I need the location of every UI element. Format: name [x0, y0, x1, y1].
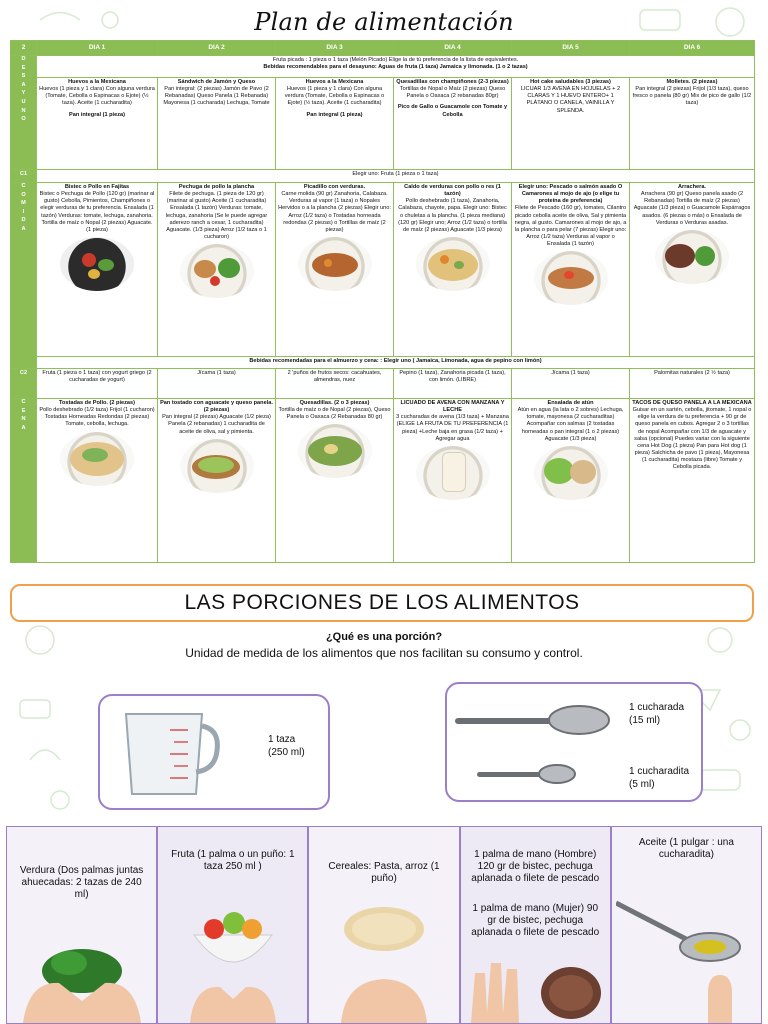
meal-cell: [37, 183, 158, 357]
measuring-cup-icon: [116, 708, 226, 800]
meal-body: LICUAR 1/3 AVENA EN HOJUELAS + 2 CLARAS Y 1 HUEVO ENTERO+ 1 PLÁTANO O CANELA, VAINILLA Y SPLENDA.: [520, 86, 621, 114]
desayuno-note-row: [11, 56, 755, 78]
meal-title: Bistec o Pollo en Fajitas: [64, 184, 130, 190]
cup-measure-box: [98, 694, 330, 810]
meal-cell: [512, 78, 630, 170]
meal-title: Elegir uno: Pescado o salmón asado O Camarones al mojo de ajo (o elige tu proteína de preferencia): [518, 184, 623, 205]
palm-steak-icon: [467, 953, 605, 1023]
meal-body: Guisar en un sartén, cebolla, jitomate, 1 nopal o elige la verdura de tu preferencia + 90 gr de queso panela en cubos. Agregar 2 o 3 tortillas de nopal Acompañar con 1/3 de aguacate y salsa (opcional) Puedes variar con la siguiente cena Hot Dog (1 pieza) Pan para Hot dog (1 pieza) Salchicha de pavo (1 pieza), Mayonesa (1 cucharadita) mostaza (libre) Tomate y Cebolla picada.: [632, 407, 752, 471]
picadillo-photo: [298, 237, 372, 291]
snack-cell: Palomitas naturales (2 ½ taza): [630, 369, 755, 399]
quesadillas-photo: [298, 424, 372, 478]
section-label-cena: [11, 399, 37, 563]
corner-cell: 2: [11, 41, 37, 56]
tablespoon-amount: 1 cucharada: [629, 702, 685, 713]
portion-text-men: 1 palma de mano (Hombre) 120 gr de bistec, pechuga aplanada o filete de pescado: [471, 849, 600, 884]
meal-body: Carne molida (90 gr) Zanahoria, Calabaza. Verduras al vapor (1 taza) o Nopales Hervidos o a la plancha (2 piezas) Elegir uno: Arroz (1/2 taza) o Tostadas horneada redondas (2 piezas) o Tortillas de maíz (2 piezas): [278, 191, 391, 233]
meal-cell: [630, 183, 755, 357]
snack-cell: 2 'puños de frutos secos: cacahuates, almendras, nuez: [276, 369, 394, 399]
meal-cell: [512, 183, 630, 357]
meal-cell: [158, 399, 276, 563]
tablespoon-label: [629, 702, 684, 727]
portion-text-women: 1 palma de mano (Mujer) 90 gr de bistec, pechuga aplanada o filete de pescado: [471, 903, 600, 938]
meal-cell: [276, 78, 394, 170]
day-header: DIA 6: [630, 41, 755, 56]
meal-title: Quesadillas. (2 o 3 piezas): [299, 400, 370, 406]
meal-title: Molletes. (2 piezas): [666, 79, 718, 85]
section-label-c1: C1: [11, 170, 37, 183]
snack-cell: Jícama (1 taza): [512, 369, 630, 399]
teaspoon-amount: 1 cucharadita: [629, 766, 690, 777]
c2-row: [11, 369, 755, 399]
fruit-note: Fruta picada : 1 pieza o 1 taza (Melón Picado) Elige la de tú preferencia de la lista de equivalentes.: [272, 57, 519, 63]
day-header: DIA 4: [394, 41, 512, 56]
meal-extra: Pico de Gallo o Guacamole con Tomate y Cebolla: [397, 104, 508, 118]
meal-cell: [394, 399, 512, 563]
arrachera-photo: [655, 230, 729, 284]
teaspoon-label: [629, 766, 689, 791]
day-header: DIA 5: [512, 41, 630, 56]
desayuno-row: [11, 78, 755, 170]
vertical-label: C E N A: [21, 399, 26, 431]
oat-shake-photo: [416, 446, 490, 500]
cena-row: [11, 399, 755, 563]
meal-title: Picadillo con verduras.: [303, 184, 366, 190]
meal-title: Huevos a la Mexicana: [68, 79, 126, 85]
vertical-label: C O M I D A: [21, 183, 26, 232]
meal-plan-table: [10, 40, 755, 563]
portion-text: Aceite (1 pulgar : una cucharadita): [638, 837, 734, 860]
rice-fist-icon: [323, 901, 445, 1023]
comida-row: [11, 183, 755, 357]
snack-cell: Pepino (1 taza), Zanahoria picada (1 taza), con limón. (LIBRE): [394, 369, 512, 399]
portion-vegetables: [6, 826, 157, 1024]
meal-body: Tortilla de maíz o de Nopal (2 piezas), Queso Panela o Oaxaca (2 Rebanadas 80 gr): [278, 407, 391, 421]
avocado-toast-photo: [180, 439, 254, 493]
meal-cell: [158, 183, 276, 357]
meal-cell: [394, 183, 512, 357]
meal-cell: [394, 78, 512, 170]
meal-body: Pan integral (2 piezas) Aguacate (1/2 pieza) Panela (2 rebanadas) 1 cucharadita de aceite de oliva, sal y pimienta.: [162, 414, 271, 435]
page-title: Plan de alimentación: [254, 8, 514, 36]
meal-title: Caldo de verduras con pollo o res (1 tazón): [404, 184, 501, 198]
meal-cell: [276, 183, 394, 357]
meal-body: Filete de pechuga. (1 pieza de 120 gr) (marinar al gusto) Aceite (1 cucharadita) Ensalada (1 tazón) Verduras: tomate, lechuga, zanahoria (Se le puede agregar aderezo ranch a cesar, 1 cucharadita) Aguacate. (1/3 pieza) Arroz (1/2 taza o 1 cucharon): [165, 191, 268, 241]
portion-text: Fruta (1 palma o un puño: 1 taza 250 ml ): [171, 849, 295, 872]
meal-body: Huevos (1 pieza y 1 clara) Con alguna verdura (Tomate, Cebolla o Espinacas o Ejote) (½ taza). Aceite (1 cucharadita): [39, 86, 155, 107]
portion-protein: [460, 826, 611, 1024]
meal-title: Ensalada de atún: [547, 400, 594, 406]
portion-question: ¿Qué es una porción?: [325, 631, 443, 643]
meal-cell: [158, 78, 276, 170]
meal-title: Pan tostado con aguacate y queso panela. (2 piezas): [160, 400, 273, 414]
fajitas-photo: [60, 237, 134, 291]
portion-oil: [611, 826, 762, 1024]
meal-cell: [37, 399, 158, 563]
meal-title: Tostadas de Pollo. (2 piezas): [58, 400, 136, 406]
meal-body: Pollo deshebrado (1/2 taza) Frijol (1 cucharon) Tostadas Horneadas Redondas (2 piezas) Tomate, cebolla, lechuga.: [39, 407, 155, 428]
meal-body: Huevos (1 pieza y 1 clara) Con alguna verdura (Tomate, Cebolla o Espinacas o Ejote) (½ taza). Aceite (1 cucharadita): [284, 86, 385, 107]
section-label-c2: C2: [11, 369, 37, 399]
bebidas-row: [11, 357, 755, 369]
meal-cell: [630, 399, 755, 563]
section-label-desayuno: [11, 56, 37, 170]
meal-cell: [37, 78, 158, 170]
meal-body: Tortillas de Nopal o Maíz (2 piezas) Queso Panela o Oaxaca (2 rebanadas 80gr): [399, 86, 506, 100]
cup-label: [268, 734, 305, 759]
meal-body: Pan integral: (2 piezas) Jamón de Pavo (2 Rebanadas) Queso Panela (1 Rebanada) Mayonesa (1 cucharada) Lechuga, Tomate: [163, 86, 270, 107]
portion-cereals: [308, 826, 459, 1024]
teaspoon-ml: (5 ml): [629, 778, 655, 790]
meal-body: 3 cucharadas de avena (1/3 taza) + Manzana (ELIGE LA FRUTA DE TU PREFERENCIA (1 pieza) +Leche baja en grasa (1/2 taza) + Agregar agua: [396, 414, 509, 442]
meal-title: TACOS DE QUESO PANELA A LA MEXICANA: [632, 400, 752, 406]
meal-body: Bistec o Pechuga de Pollo (120 gr) (marinar al gusto) Cebolla, Pimientos, Champiñones o elegir verduras de tu preferencia. Ensalada (1 tazón) Verduras: tomate, lechuga, zanahoria. Tortilla de maíz o Nopal (2 piezas) Aguacate. (1 pieza): [39, 191, 155, 233]
meal-cell: [512, 399, 630, 563]
portion-definition: Unidad de medida de los alimentos que nos facilitan su consumo y control.: [185, 646, 583, 660]
meal-title: Hot cake saludables (3 piezas): [530, 79, 611, 85]
portion-text: Cereales: Pasta, arroz (1 puño): [328, 861, 440, 884]
bebidas-note: Bebidas recomendadas para el almuerzo y cena: : Elegir uno ( Jamaica, Limonada, agua de pepino con limón): [37, 357, 755, 369]
oil-spoon-thumb-icon: [616, 883, 762, 1023]
meal-body: Arrachera (90 gr) Queso panela asado (2 Rebanadas) Tortilla de maíz (2 piezas) Aguacate (1/3 pieza) o Guacamole Espárragos asados. (6 piezas o más) o Ensalada de Verduras o Verduras asadas.: [633, 191, 751, 226]
fruit-bowl-icon: [180, 899, 286, 1023]
meal-title: Huevos a la Mexicana: [305, 79, 364, 85]
desayuno-note: [37, 56, 755, 78]
day-header: DIA 1: [37, 41, 158, 56]
snack-cell: Fruta (1 pieza o 1 taza) con yogurt griego (2 cucharadas de yogurt): [37, 369, 158, 399]
portions-grid: [6, 826, 762, 1024]
meal-body: Pan integral (2 piezas) Frijol (1/3 taza), queso fresco o panela (80 gr) Mix de pico de gallo (1/2 taza): [632, 86, 752, 107]
chicken-plate-photo: [180, 244, 254, 298]
meal-body: Pollo deshebrado (1 taza), Zanahoria, Calabaza, chayote, papa. Elegir uno: Bistec o chuletas a la plancha. (1 pieza mediana) (120 gr) Elegir uno; Arroz (1/2 taza) o tortilla de maíz (2 piezas) Aguacate (1/3 pieza): [398, 198, 507, 233]
soup-photo: [416, 237, 490, 291]
c1-text: Elegir uno: Fruta (1 pieza o 1 taza): [37, 170, 755, 183]
c1-row: [11, 170, 755, 183]
portion-fruit: [157, 826, 308, 1024]
meal-title: Arrachera.: [678, 184, 706, 190]
meal-body: Atún en agua (la lata o 2 sobres) Lechuga, tomate, mayonesa (2 cucharaditas) Acompañar con salmas (2 tostadas horneadas o pan integral (1 o 2 piezas) Aguacate (1/3 pieza): [517, 407, 624, 442]
tuna-salad-photo: [534, 446, 608, 500]
day-header: DIA 2: [158, 41, 276, 56]
cup-amount: 1 taza: [268, 734, 296, 745]
meal-title: Sándwich de Jamón y Queso: [177, 79, 256, 85]
section-label-comida: [11, 183, 37, 369]
cup-ml: (250 ml): [268, 746, 305, 758]
portion-text: Verdura (Dos palmas juntas ahuecadas: 2 tazas de 240 ml): [19, 865, 144, 900]
days-header-row: [11, 41, 755, 56]
meal-extra: Pan integral (1 pieza): [306, 111, 363, 118]
tablespoon-ml: (15 ml): [629, 714, 661, 726]
spoons-icon: [453, 694, 613, 794]
meal-body: Filete de Pescado (160 gr), tomates, Cilantro picado cebolla aceite de oliva, Sal y pimienta negra, al gusto. Camarones al mojo de ajo, a la plancha o para pelar (7 piezas) Elegir uno: Arroz (1/2 taza) Verduras al vapor o Ensalada (1 tazón): [514, 205, 627, 248]
portions-banner: LAS PORCIONES DE LOS ALIMENTOS: [10, 584, 754, 622]
tostadas-photo: [60, 432, 134, 486]
meal-extra: Pan integral (1 pieza): [69, 111, 125, 118]
drinks-note: Bebidas recomendables para el desayuno: Aguas de fruta (1 taza) Jamaica y limonada. (1 o 2 tazas): [263, 64, 528, 71]
meal-title: Pechuga de pollo la plancha: [178, 184, 255, 190]
meal-title: Quesadillas con champiñones (2-3 piezas): [396, 79, 509, 85]
spoon-measure-box: [445, 682, 703, 802]
day-header: DIA 3: [276, 41, 394, 56]
snack-cell: Jícama (1 taza): [158, 369, 276, 399]
meal-cell: [630, 78, 755, 170]
meal-title: LICUADO DE AVENA CON MANZANA Y LECHE: [400, 400, 505, 414]
vertical-label: D E S A Y U N O: [21, 56, 26, 123]
meal-cell: [276, 399, 394, 563]
hands-vegetables-icon: [19, 931, 145, 1023]
fish-plate-photo: [534, 251, 608, 305]
